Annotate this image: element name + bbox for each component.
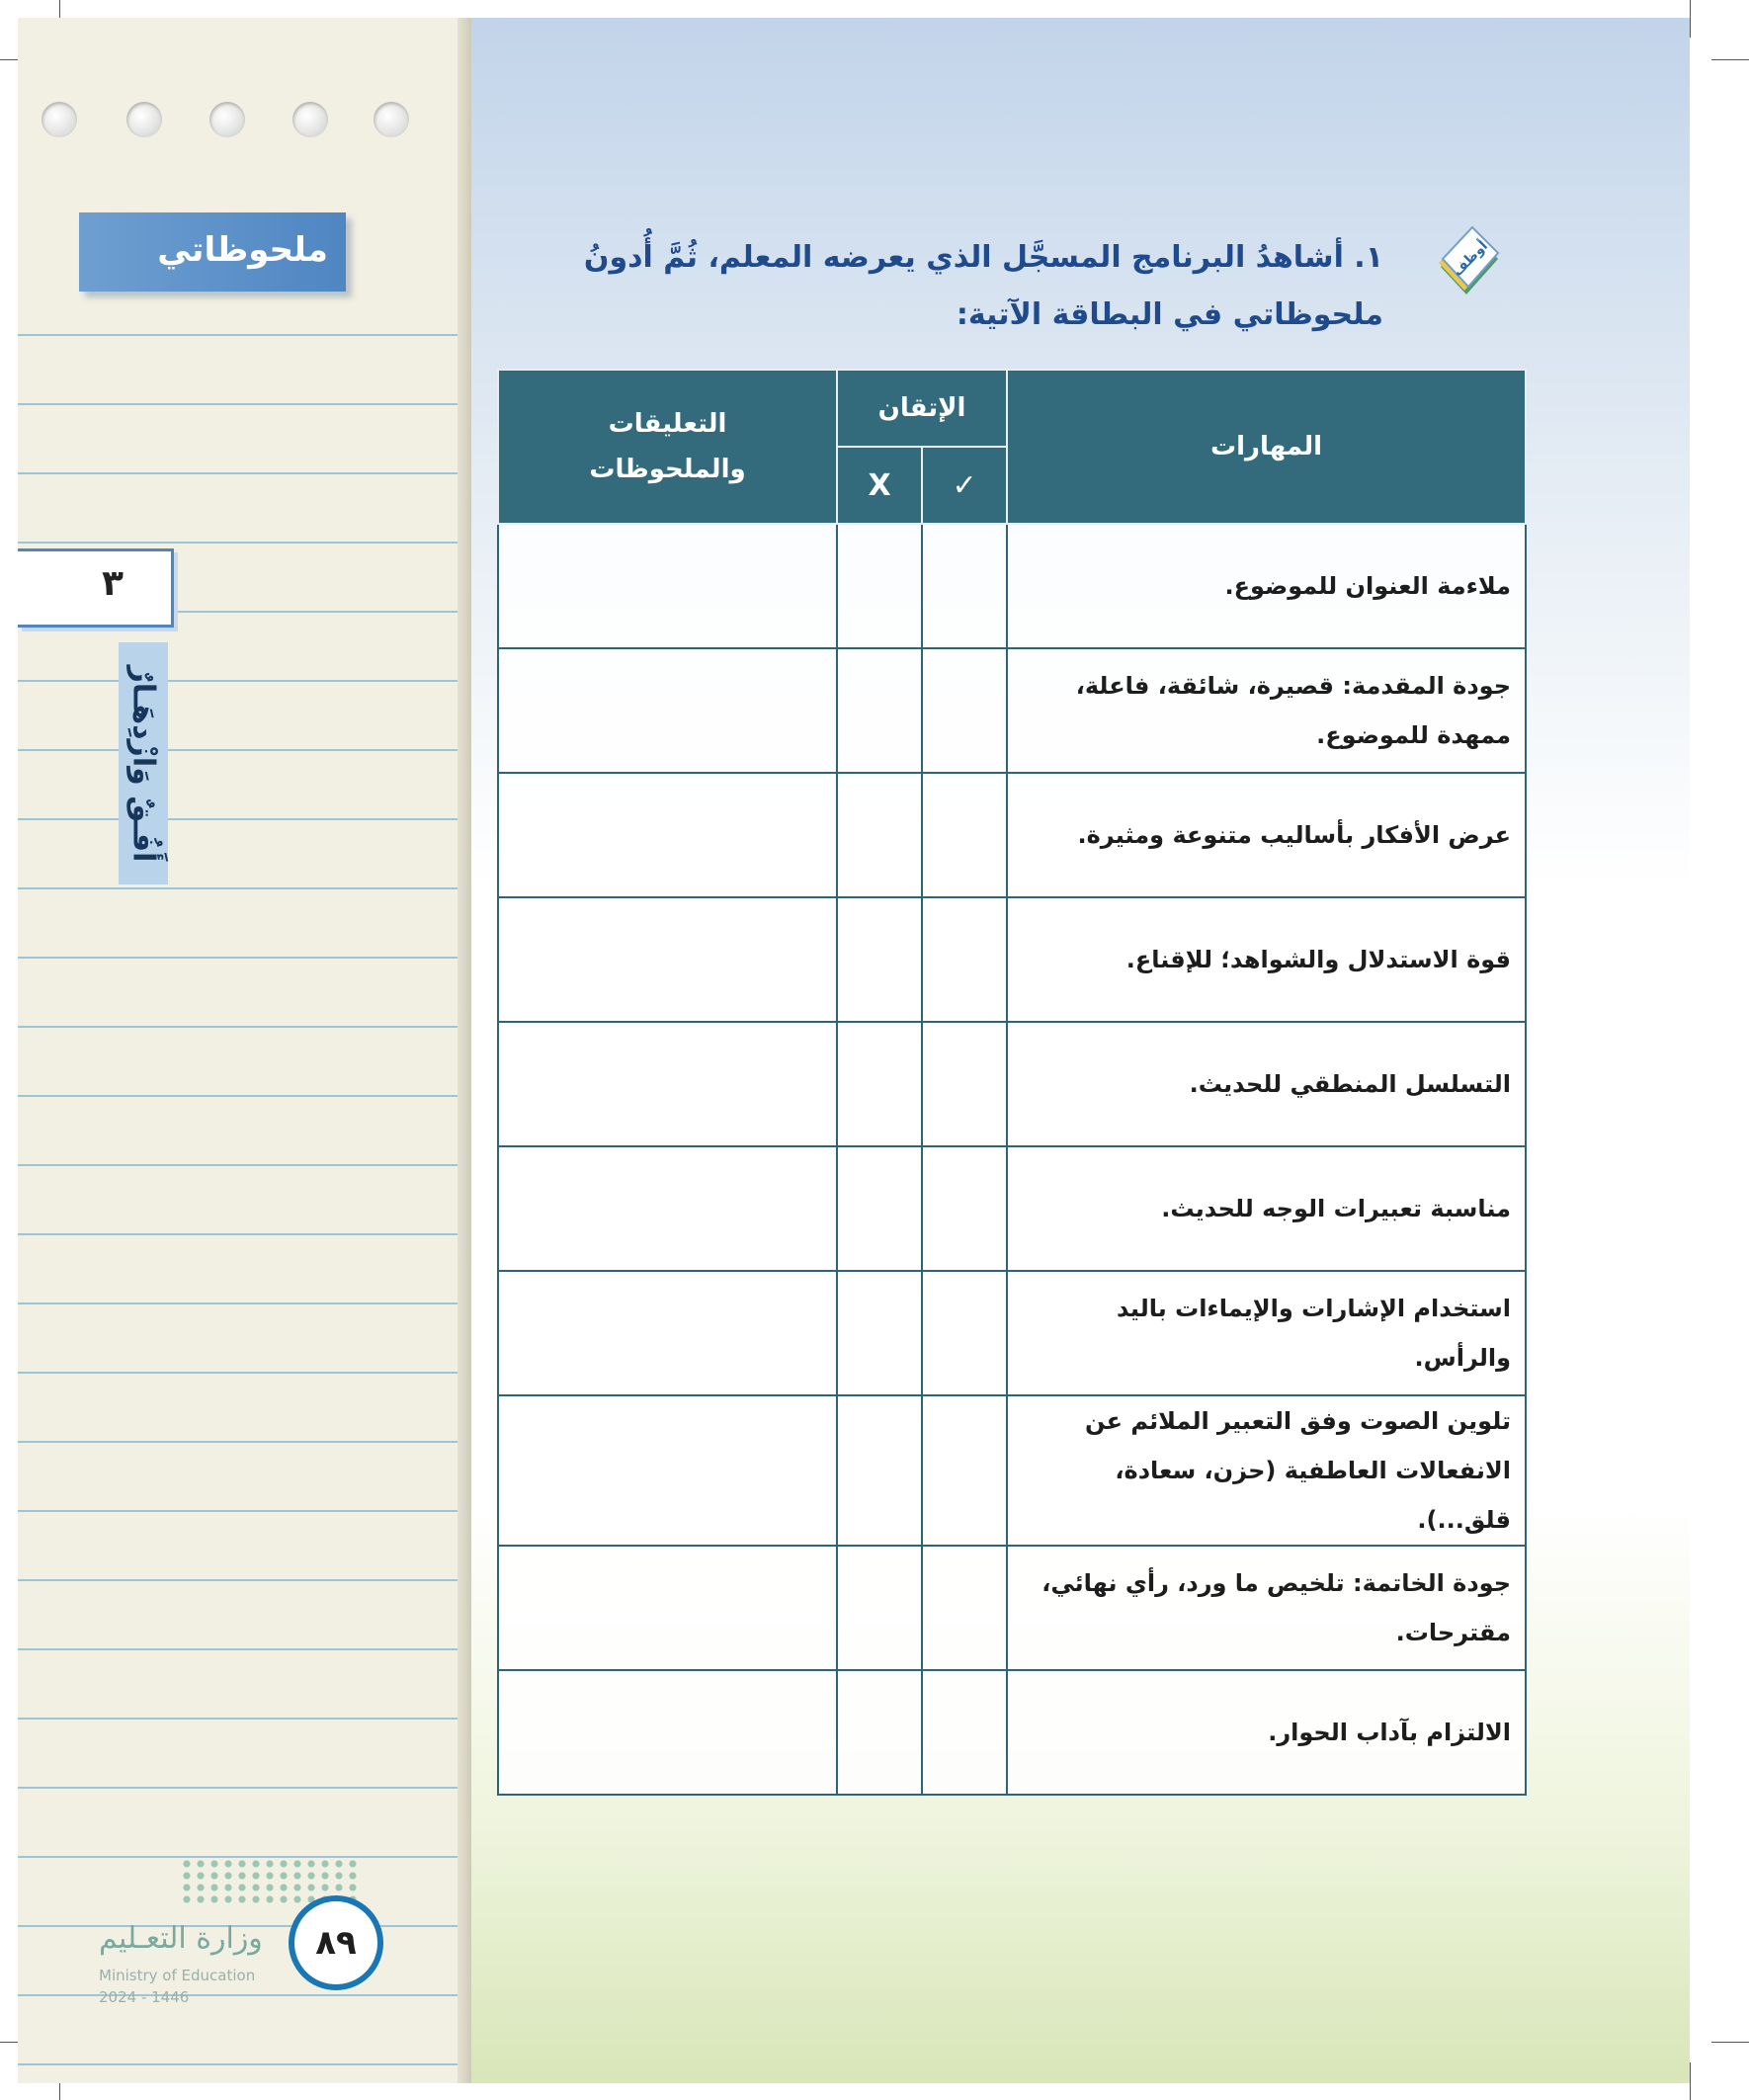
mastery-check-cell[interactable] xyxy=(922,1395,1007,1546)
table-row xyxy=(498,1271,1526,1395)
mastery-check-cell[interactable] xyxy=(922,1146,1007,1271)
comment-cell[interactable] xyxy=(498,1395,837,1546)
comment-cell[interactable] xyxy=(498,773,837,897)
skill-cell: جودة الخاتمة: تلخيص ما ورد، رأي نهائي، مقترحات. xyxy=(1007,1546,1526,1670)
mastery-cross-cell[interactable] xyxy=(837,1022,922,1146)
mastery-check-cell[interactable] xyxy=(922,524,1007,648)
table-row xyxy=(498,648,1526,773)
binder-hole-icon xyxy=(292,102,328,137)
crop-mark xyxy=(1711,2042,1749,2043)
binder-hole-icon xyxy=(126,102,162,137)
header-comments: التعليقات والملحوظات xyxy=(498,370,837,524)
skill-cell: عرض الأفكار بأساليب متنوعة ومثيرة. xyxy=(1007,773,1526,897)
mastery-check-cell[interactable] xyxy=(922,648,1007,773)
sidebar-edge xyxy=(458,18,471,2083)
mastery-check-cell[interactable] xyxy=(922,773,1007,897)
comment-cell[interactable] xyxy=(498,648,837,773)
comment-cell[interactable] xyxy=(498,1670,837,1795)
skills-evaluation-table xyxy=(497,369,1527,1796)
unit-title-ribbon xyxy=(119,642,168,884)
mastery-check-cell[interactable] xyxy=(922,897,1007,1022)
comment-cell[interactable] xyxy=(498,1022,837,1146)
skill-cell: التسلسل المنطقي للحديث. xyxy=(1007,1022,1526,1146)
table-row xyxy=(498,1546,1526,1670)
mastery-check-cell[interactable] xyxy=(922,1271,1007,1395)
mastery-cross-cell[interactable] xyxy=(837,648,922,773)
mastery-check-cell[interactable] xyxy=(922,1022,1007,1146)
skill-cell: قوة الاستدلال والشواهد؛ للإقناع. xyxy=(1007,897,1526,1022)
notes-label-text: ملحوظاتي xyxy=(157,230,328,270)
mastery-cross-cell[interactable] xyxy=(837,1146,922,1271)
mastery-cross-cell[interactable] xyxy=(837,1670,922,1795)
comment-cell[interactable] xyxy=(498,1271,837,1395)
unit-number-tab xyxy=(18,548,174,628)
table-row xyxy=(498,1146,1526,1271)
cross-mark-icon: X xyxy=(837,447,922,524)
comment-cell[interactable] xyxy=(498,524,837,648)
crop-mark xyxy=(1711,59,1749,60)
skill-cell: ملاءمة العنوان للموضوع. xyxy=(1007,524,1526,648)
observe-activity-icon xyxy=(1433,225,1504,296)
crop-mark xyxy=(1690,0,1691,38)
mastery-cross-cell[interactable] xyxy=(837,1395,922,1546)
mastery-cross-cell[interactable] xyxy=(837,897,922,1022)
comment-cell[interactable] xyxy=(498,1546,837,1670)
comment-cell[interactable] xyxy=(498,1146,837,1271)
observe-activity-label: أوظف xyxy=(1450,238,1491,280)
ministry-name-ar: وزارة التعـليم xyxy=(99,1921,263,1956)
skill-cell: استخدام الإشارات والإيماءات باليد والرأس. xyxy=(1007,1271,1526,1395)
binder-hole-icon xyxy=(374,102,409,137)
skill-cell: الالتزام بآداب الحوار. xyxy=(1007,1670,1526,1795)
notes-label xyxy=(79,212,346,292)
header-skills: المهارات xyxy=(1007,370,1526,524)
mastery-cross-cell[interactable] xyxy=(837,1271,922,1395)
check-mark-icon: ✓ xyxy=(922,447,1007,524)
table-row xyxy=(498,1670,1526,1795)
ministry-name-en: Ministry of Education xyxy=(99,1967,256,1984)
unit-number: ٣ xyxy=(102,563,124,604)
mastery-cross-cell[interactable] xyxy=(837,773,922,897)
binder-hole-icon xyxy=(209,102,245,137)
comment-cell[interactable] xyxy=(498,897,837,1022)
table-row xyxy=(498,897,1526,1022)
binder-hole-icon xyxy=(42,102,77,137)
table-row xyxy=(498,1395,1526,1546)
mastery-check-cell[interactable] xyxy=(922,1670,1007,1795)
skill-cell: جودة المقدمة: قصيرة، شائقة، فاعلة، ممهدة للموضوع. xyxy=(1007,648,1526,773)
table-row xyxy=(498,1022,1526,1146)
unit-title: أَفُـقٌ وَازْدِهَـارٌ xyxy=(125,665,161,862)
mastery-check-cell[interactable] xyxy=(922,1546,1007,1670)
mastery-cross-cell[interactable] xyxy=(837,524,922,648)
crop-mark xyxy=(1690,2062,1691,2100)
notes-sidebar xyxy=(18,18,464,2083)
skill-cell: تلوين الصوت وفق التعبير الملائم عن الانفعالات العاطفية (حزن، سعادة، قلق...). xyxy=(1007,1395,1526,1546)
table-row xyxy=(498,773,1526,897)
ministry-year: 2024 - 1446 xyxy=(99,1988,190,2006)
page-number: ٨٩ xyxy=(289,1895,383,1990)
activity-instruction: ١. أشاهدُ البرنامج المسجَّل الذي يعرضه المعلم، ثُمَّ أُدونُ ملحوظاتي في البطاقة الآتية: xyxy=(583,240,1383,332)
table-row xyxy=(498,524,1526,648)
skill-cell: مناسبة تعبيرات الوجه للحديث. xyxy=(1007,1146,1526,1271)
mastery-cross-cell[interactable] xyxy=(837,1546,922,1670)
header-mastery: الإتقان xyxy=(837,370,1007,447)
